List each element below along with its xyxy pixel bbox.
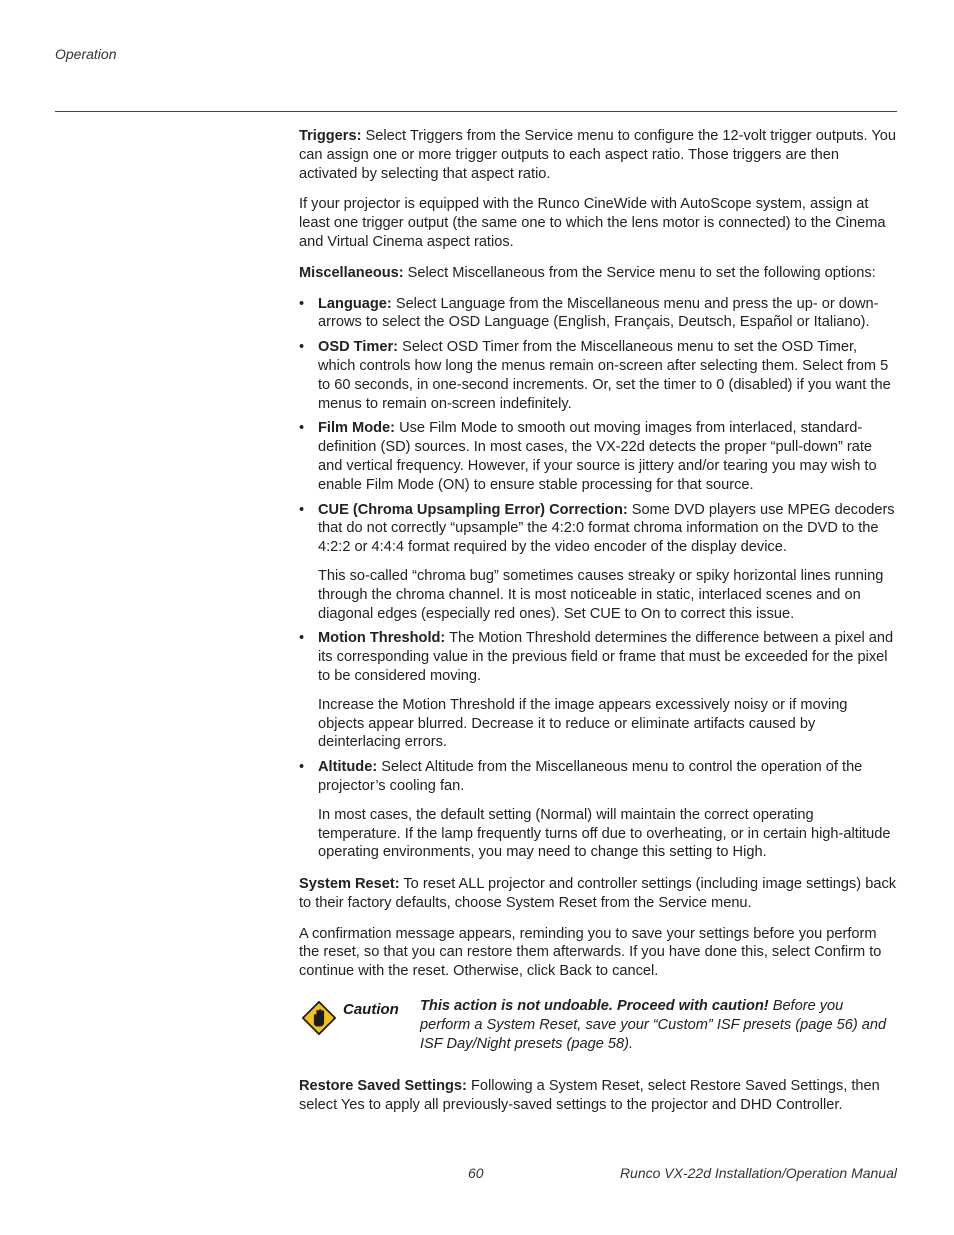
manual-title: Runco VX-22d Installation/Operation Manual — [619, 1165, 897, 1181]
triggers-paragraph — [299, 127, 897, 183]
miscellaneous-text: Select Miscellaneous from the Service menu to set the following options: — [403, 264, 876, 281]
bullet-icon: • — [299, 759, 305, 776]
miscellaneous-paragraph — [299, 264, 897, 283]
caution-hand-icon — [302, 1001, 336, 1035]
list-item-text — [318, 501, 897, 557]
motion-threshold-text: The Motion Threshold determines the difference between a pixel and its corresponding value in the previous field or frame that must be exceeded for the pixel to be considered moving. — [318, 630, 894, 684]
cue-text: Some DVD players use MPEG decoders that do not correctly “upsample” the 4:2:0 format chroma information on the DVD to the 4:2:2 or 4:4:4 format required by the video encoder of the display device. — [318, 501, 895, 556]
triggers-term: Triggers: — [299, 128, 362, 144]
system-reset-text: To reset ALL projector and controller settings (including image settings) back to their factory defaults, choose System Reset from the Service menu. — [299, 876, 897, 911]
cinewide-paragraph: If your projector is equipped with the Runco CineWide with AutoScope system, assign at least one trigger output (the same one to which the lens motor is connected) to the Cinema and Virtual Cinema aspect ratios. — [299, 196, 886, 250]
list-item-text — [318, 629, 897, 685]
caution-note — [299, 997, 897, 1069]
miscellaneous-options-list — [299, 295, 897, 863]
osd-timer-text: Select OSD Timer from the Miscellaneous menu to set the OSD Timer, which controls how long the menus remain on-screen after selecting them. Select from 5 to 60 seconds, in one-second increments. Or, set the timer to 0 (disabled) if you want the menus to remain on-screen indefinitely. — [318, 339, 891, 412]
altitude-term: Altitude: — [318, 759, 378, 776]
confirmation-paragraph: A confirmation message appears, reminding you to save your settings before you perform the reset, so that you can restore them afterwards. If you have done this, select Confirm to continue with the reset. Otherwise, click Back to cancel. — [299, 925, 882, 980]
system-reset-term: System Reset: — [299, 876, 400, 893]
list-item-text — [318, 338, 897, 413]
bullet-icon: • — [299, 420, 305, 437]
page-number: 60 — [468, 1165, 484, 1181]
motion-threshold-term: Motion Threshold: — [318, 630, 446, 647]
page-header-section: Operation — [55, 46, 117, 62]
list-item-cue-correction — [299, 501, 897, 624]
list-item-motion-threshold — [299, 629, 897, 752]
list-item-text — [318, 295, 897, 333]
miscellaneous-term: Miscellaneous: — [299, 264, 404, 281]
altitude-extra-paragraph: In most cases, the default setting (Normal) will maintain the correct operating temperature. If the lamp frequently turns off due to overheating, or in certain high-altitude operating environments, you may need to change this setting to High. — [318, 806, 891, 861]
list-item-film-mode — [299, 419, 897, 494]
caution-text — [420, 997, 897, 1053]
list-item-osd-timer — [299, 338, 897, 413]
restore-text: Following a System Reset, select Restore Saved Settings, then select Yes to apply all previously-saved settings to the projector and DHD Controller. — [299, 1078, 880, 1113]
header-rule — [55, 111, 897, 112]
list-item-text — [318, 419, 897, 494]
bullet-icon: • — [299, 501, 305, 518]
film-mode-term: Film Mode: — [318, 420, 396, 437]
list-item-altitude — [299, 758, 897, 862]
caution-strong-text: This action is not undoable. Proceed with caution! — [420, 998, 769, 1015]
restore-paragraph — [299, 1077, 897, 1115]
bullet-icon: • — [299, 295, 305, 312]
cue-extra-paragraph: This so-called “chroma bug” sometimes causes streaky or spiky horizontal lines running through the chroma channel. It is most noticeable in static, interlaced scenes and on diagonal edges (especially red ones). Set CUE to On to correct this issue. — [318, 567, 884, 622]
altitude-text: Select Altitude from the Miscellaneous menu to control the operation of the projector’s cooling fan. — [318, 759, 863, 794]
triggers-text: Select Triggers from the Service menu to configure the 12-volt trigger outputs. You can assign one or more trigger outputs to each aspect ratio. Those triggers are then activated by selecting that aspect ratio. — [299, 128, 897, 182]
bullet-icon: • — [299, 339, 305, 356]
list-item-language — [299, 295, 897, 333]
language-term: Language: — [318, 295, 392, 312]
language-text: Select Language from the Miscellaneous menu and press the up- or down-arrows to select the OSD Language (English, Français, Deutsch, Español or Italiano). — [318, 295, 879, 331]
main-content — [299, 127, 897, 1127]
caution-label: Caution — [343, 1001, 399, 1019]
cue-term: CUE (Chroma Upsampling Error) Correction: — [318, 501, 628, 518]
system-reset-paragraph — [299, 875, 897, 913]
caution-body-text: Before you perform a System Reset, save your “Custom” ISF presets (page 56) and ISF Day/Night presets (page 58). — [420, 998, 887, 1052]
film-mode-text: Use Film Mode to smooth out moving images from interlaced, standard-definition (SD) sources. In most cases, the VX-22d detects the proper “pull-down” rate and vertical frequency. However, if your source is jittery and/or tearing you may wish to enable Film Mode (ON) to ensure stable processing for that source. — [318, 420, 877, 493]
list-item-text — [318, 758, 897, 796]
osd-timer-term: OSD Timer: — [318, 339, 399, 356]
restore-term: Restore Saved Settings: — [299, 1078, 467, 1095]
motion-threshold-extra-paragraph: Increase the Motion Threshold if the image appears excessively noisy or if moving objects appear blurred. Decrease it to reduce or eliminate artifacts caused by deinterlacing errors. — [318, 696, 848, 751]
bullet-icon: • — [299, 630, 305, 647]
